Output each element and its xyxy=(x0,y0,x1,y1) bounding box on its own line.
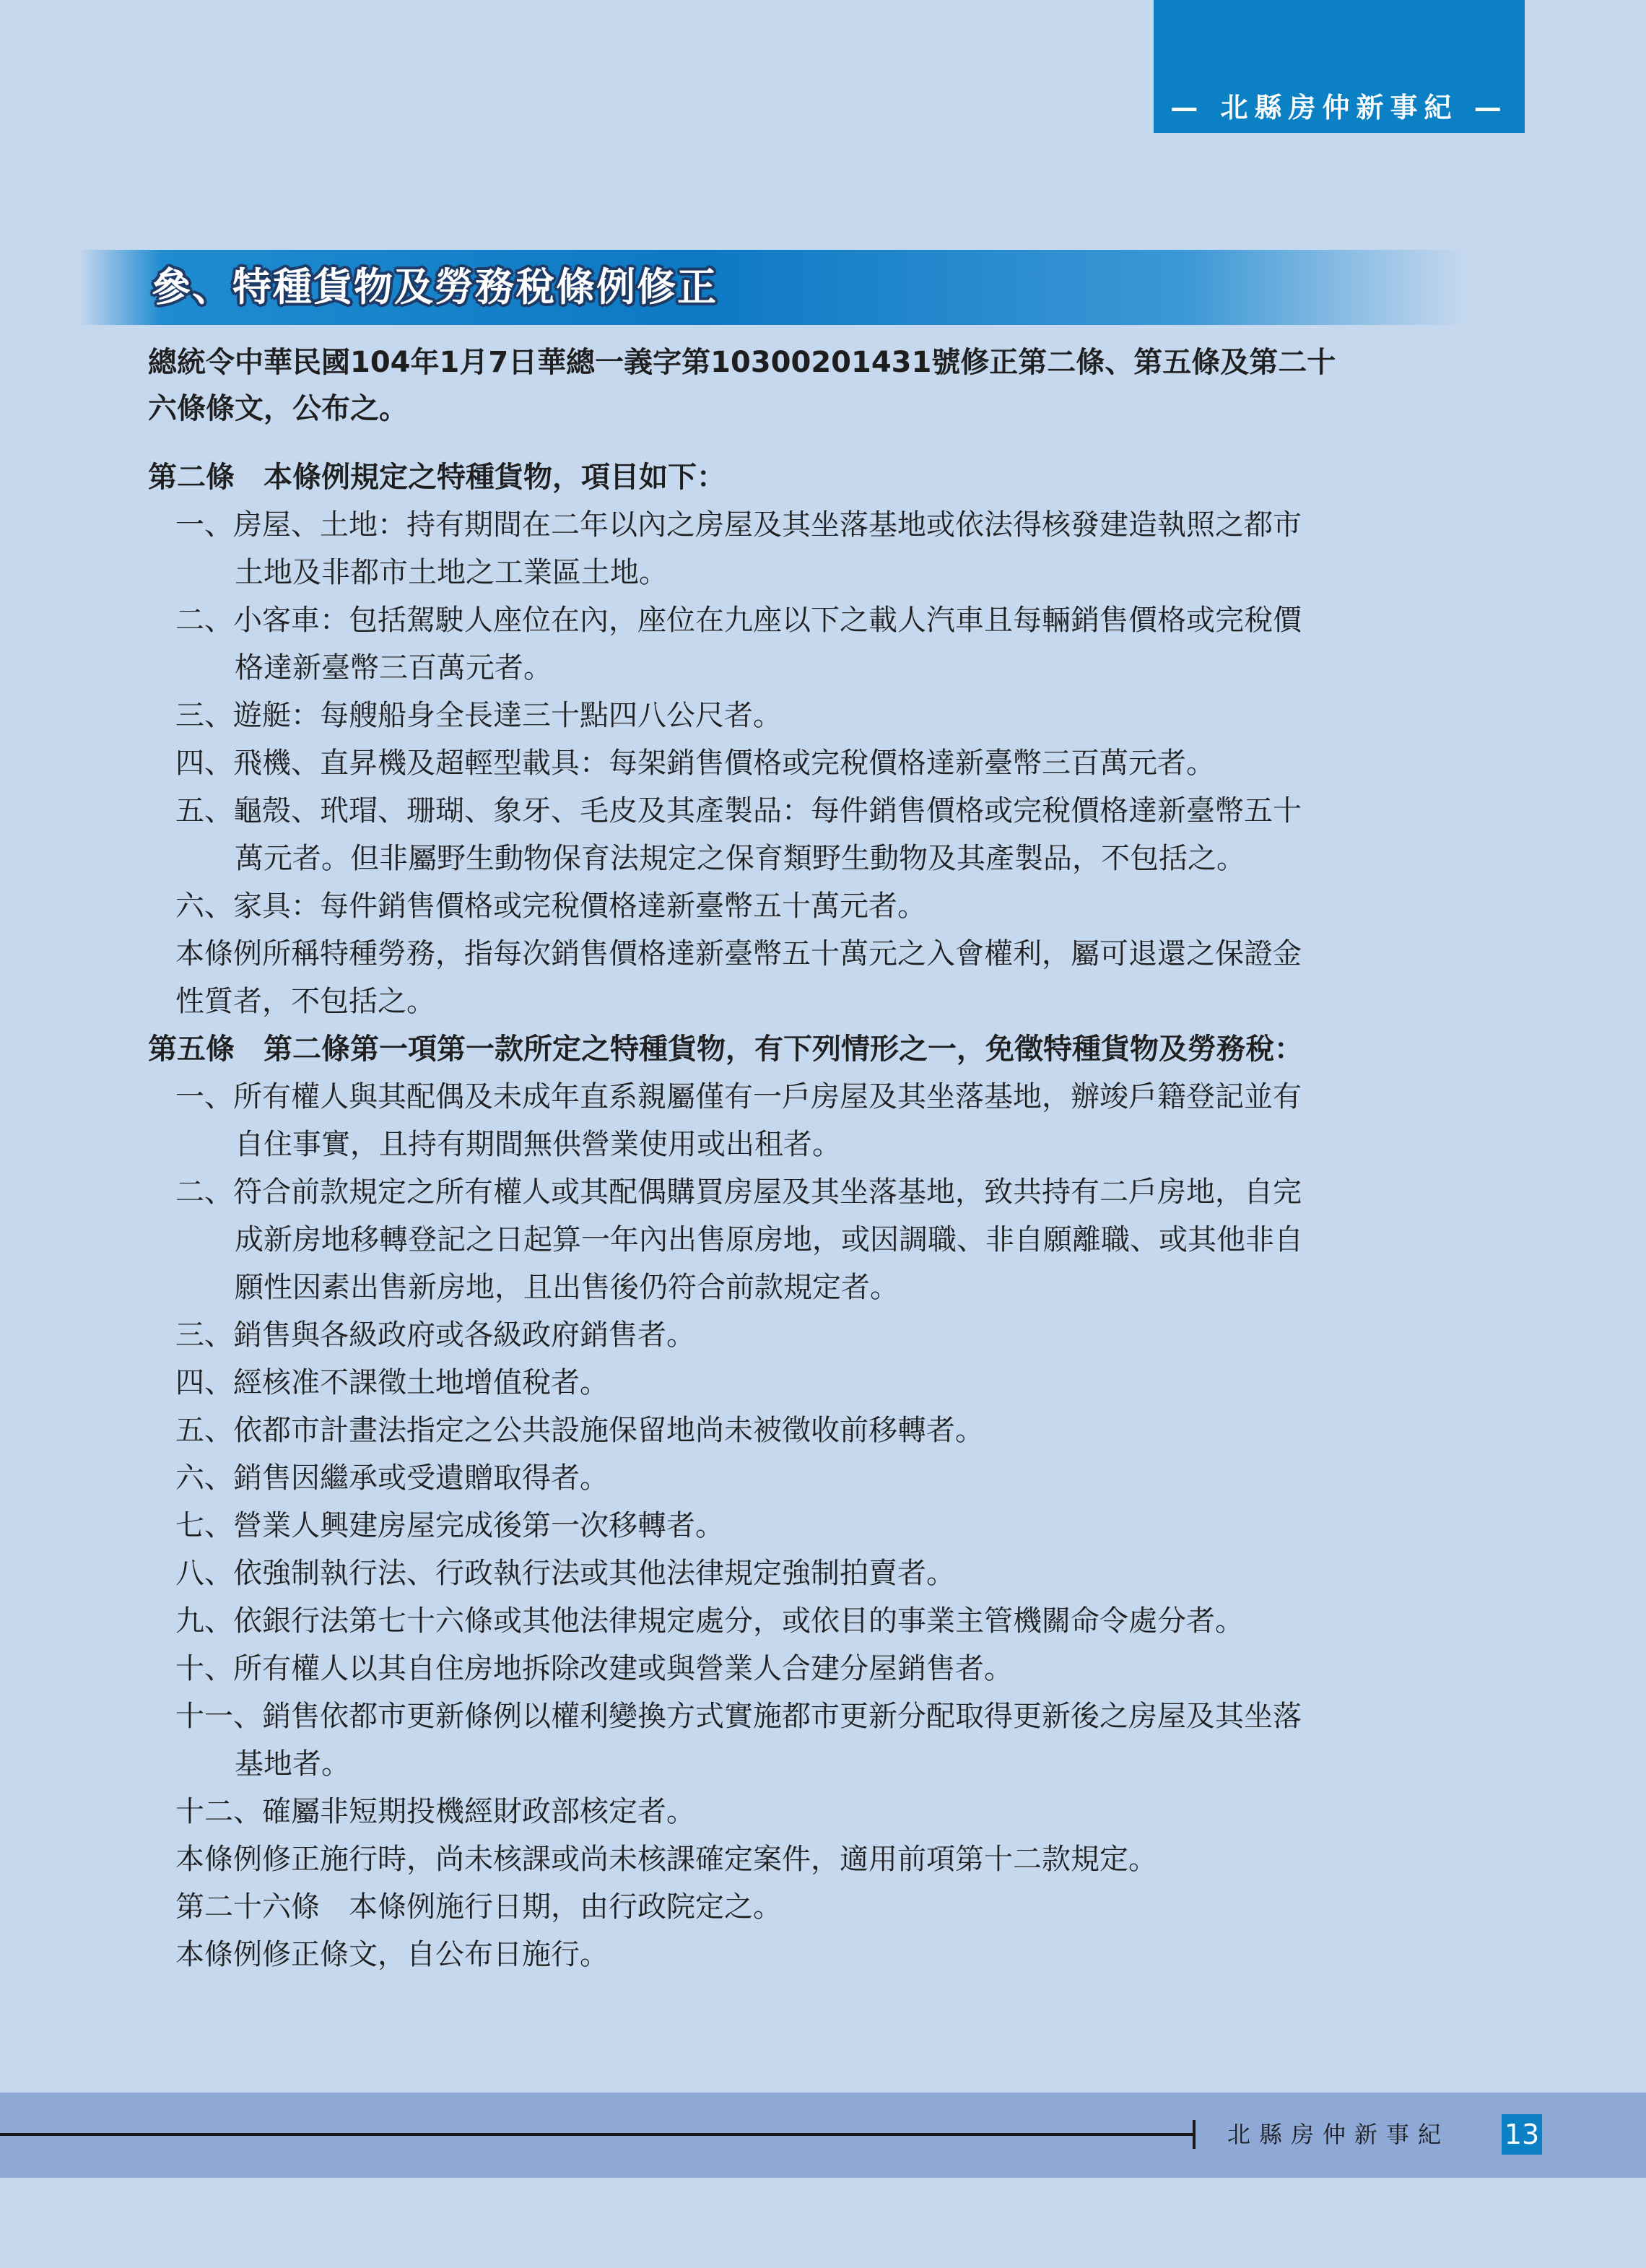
item-line: 三、遊艇：每艘船身全長達三十點四八公尺者。 xyxy=(175,699,782,732)
article-5-item xyxy=(148,1502,1484,1550)
article-5-item xyxy=(148,1645,1484,1693)
article-5-item xyxy=(148,1359,1484,1407)
article-5-item xyxy=(148,1073,1484,1168)
item-line: 六、家具：每件銷售價格或完稅價格達新臺幣五十萬元者。 xyxy=(175,890,926,923)
item-line: 格達新臺幣三百萬元者。 xyxy=(235,651,552,685)
item-line: 土地及非都市土地之工業區土地。 xyxy=(235,556,668,589)
article-5-item xyxy=(148,1311,1484,1359)
article-5-heading: 第五條 第二條第一項第一款所定之特種貨物，有下列情形之一，免徵特種貨物及勞務稅： xyxy=(148,1033,1303,1066)
item-line: 八、依強制執行法、行政執行法或其他法律規定強制拍賣者。 xyxy=(175,1557,955,1590)
item-line: 三、銷售與各級政府或各級政府銷售者。 xyxy=(175,1318,695,1352)
section-title: 參、特種貨物及勞務稅條例修正 xyxy=(152,264,718,310)
article-5-item xyxy=(148,1597,1484,1645)
item-line: 成新房地移轉登記之日起算一年內出售原房地，或因調職、非自願離職、或其他非自 xyxy=(235,1223,1303,1256)
item-line: 五、龜殼、玳瑁、珊瑚、象牙、毛皮及其產製品：每件銷售價格或完稅價格達新臺幣五十 xyxy=(175,794,1302,827)
article-5-item xyxy=(148,1693,1484,1788)
intro-paragraph xyxy=(148,339,1484,432)
article-2-item xyxy=(148,692,1484,739)
paragraph-line: 本條例修正條文，自公布日施行。 xyxy=(175,1938,609,1971)
footer-rule xyxy=(0,2133,1196,2136)
article-2-item xyxy=(148,882,1484,930)
header-tab-label: — 北縣房仲新事紀 — xyxy=(1170,92,1508,123)
article-2-heading: 第二條 本條例規定之特種貨物，項目如下： xyxy=(148,461,726,494)
article-5-item xyxy=(148,1407,1484,1454)
article-2-item xyxy=(148,501,1484,596)
item-line: 四、飛機、直昇機及超輕型載具：每架銷售價格或完稅價格達新臺幣三百萬元者。 xyxy=(175,747,1215,780)
item-line: 自住事實，且持有期間無供營業使用或出租者。 xyxy=(235,1128,841,1161)
intro-line: 總統令中華民國104年1月7日華總一義字第10300201431號修正第二條、第五條及第二十 xyxy=(148,346,1336,379)
paragraph-line: 本條例所稱特種勞務，指每次銷售價格達新臺幣五十萬元之入會權利，屬可退還之保證金 xyxy=(175,937,1302,970)
article-2-closing xyxy=(148,930,1484,1025)
item-line: 萬元者。但非屬野生動物保育法規定之保育類野生動物及其產製品，不包括之。 xyxy=(235,842,1245,875)
item-line: 五、依都市計畫法指定之公共設施保留地尚未被徵收前移轉者。 xyxy=(175,1414,984,1447)
item-line: 六、銷售因繼承或受遺贈取得者。 xyxy=(175,1461,609,1495)
section-banner xyxy=(79,250,1466,325)
intro-line: 六條條文，公布之。 xyxy=(148,392,408,425)
footer-rule-end-tick xyxy=(1193,2120,1196,2149)
item-line: 四、經核准不課徵土地增值稅者。 xyxy=(175,1366,609,1399)
item-line: 十一、銷售依都市更新條例以權利變換方式實施都市更新分配取得更新後之房屋及其坐落 xyxy=(175,1700,1302,1733)
paragraph-line: 性質者，不包括之。 xyxy=(175,985,435,1018)
item-line: 基地者。 xyxy=(235,1747,350,1781)
footer-band xyxy=(0,2093,1646,2178)
item-line: 一、房屋、土地：持有期間在二年以內之房屋及其坐落基地或依法得核發建造執照之都市 xyxy=(175,508,1302,542)
item-line: 十二、確屬非短期投機經財政部核定者。 xyxy=(175,1795,695,1828)
page-number: 13 xyxy=(1502,2114,1542,2155)
article-2-item xyxy=(148,787,1484,882)
article-5-item xyxy=(148,1454,1484,1502)
article-5-item xyxy=(148,1168,1484,1311)
item-line: 願性因素出售新房地，且出售後仍符合前款規定者。 xyxy=(235,1271,899,1304)
article-2-item xyxy=(148,596,1484,692)
item-line: 一、所有權人與其配偶及未成年直系親屬僅有一戶房屋及其坐落基地，辦竣戶籍登記並有 xyxy=(175,1080,1302,1113)
item-line: 七、營業人興建房屋完成後第一次移轉者。 xyxy=(175,1509,724,1542)
article-5-closing xyxy=(148,1835,1484,1978)
document-body xyxy=(148,339,1484,1978)
item-line: 二、符合前款規定之所有權人或其配偶購買房屋及其坐落基地，致共持有二戶房地，自完 xyxy=(175,1176,1302,1209)
article-2-item xyxy=(148,739,1484,787)
article-5-item xyxy=(148,1550,1484,1597)
footer-publication-label: 北縣房仲新事紀 xyxy=(1227,2121,1450,2148)
item-line: 九、依銀行法第七十六條或其他法律規定處分，或依目的事業主管機關命令處分者。 xyxy=(175,1604,1244,1638)
item-line: 二、小客車：包括駕駛人座位在內，座位在九座以下之載人汽車且每輛銷售價格或完稅價 xyxy=(175,604,1302,637)
article-5-item xyxy=(148,1788,1484,1835)
header-tab xyxy=(1154,0,1525,133)
article-26-line: 第二十六條 本條例施行日期，由行政院定之。 xyxy=(175,1890,782,1924)
item-line: 十、所有權人以其自住房地拆除改建或與營業人合建分屋銷售者。 xyxy=(175,1652,1013,1685)
paragraph-line: 本條例修正施行時，尚未核課或尚未核課確定案件，適用前項第十二款規定。 xyxy=(175,1843,1157,1876)
